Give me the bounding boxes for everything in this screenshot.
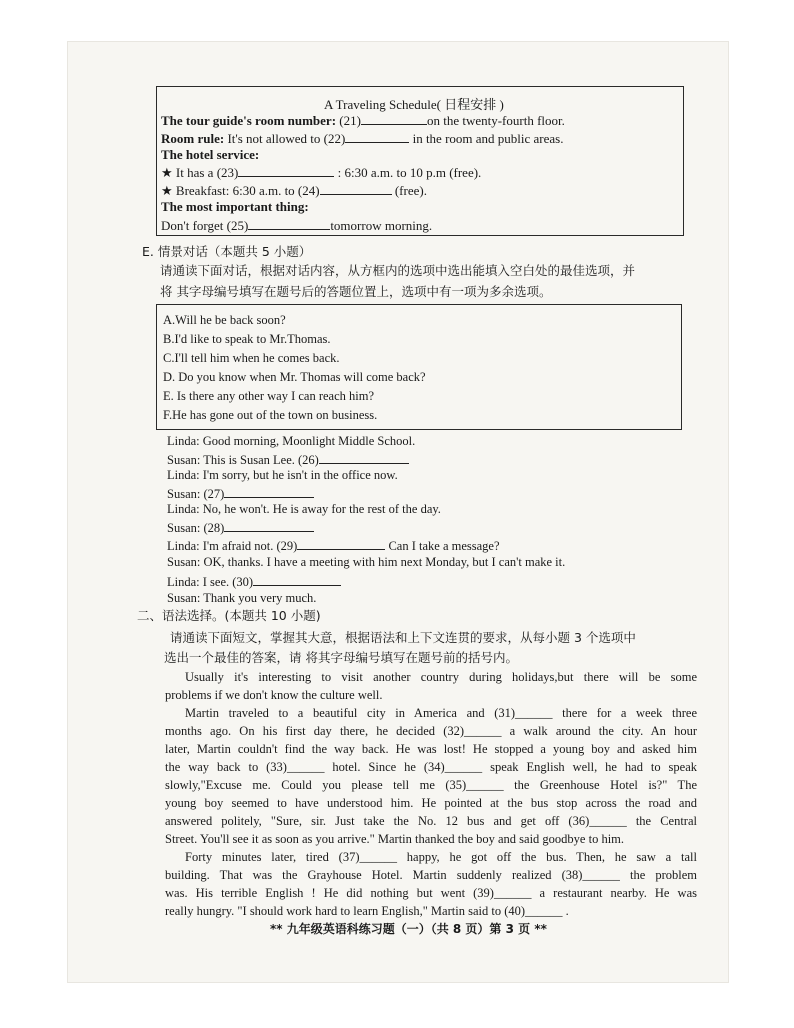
section-ii-heading: 二、语法选择。(本题共 10 小题): [137, 608, 321, 623]
option-b: B.I'd like to speak to Mr.Thomas.: [163, 332, 331, 346]
blank-23[interactable]: [238, 164, 334, 177]
section-ii-instruction-2: 选出一个最佳的答案，请 将其字母编号填写在题号前的括号内。: [164, 650, 518, 665]
dialogue-line-9: Linda: I see. (30): [167, 573, 341, 590]
section-ii-instruction-1: 请通读下面短文，掌握其大意，根据语法和上下文连贯的要求，从每小题 3 个选项中: [170, 630, 636, 645]
page-footer: ** 九年级英语科练习题（一）（共 8 页）第 3 页 **: [270, 922, 547, 936]
option-a: A.Will he be back soon?: [163, 313, 286, 327]
section-e-instruction-1: 请通读下面对话，根据对话内容，从方框内的选项中选出能填入空白处的最佳选项，并: [160, 263, 636, 278]
option-c: C.I'll tell him when he comes back.: [163, 351, 340, 365]
paragraph-2-line: Martin traveled to a beautiful city in America and (31)______ there for a week three: [185, 706, 697, 720]
blank-21[interactable]: [361, 112, 427, 125]
paragraph-3: [165, 848, 697, 920]
paragraph-1-line: problems if we don't know the culture well.: [165, 688, 383, 702]
paragraph-2-line: answered politely, "Sure, sir. Just take the No. 12 bus and get off (36)______ the Central: [165, 814, 697, 828]
paragraph-3-line: was. His terrible English ! He did nothing but went (39)______ a restaurant nearby. He was: [165, 886, 697, 900]
paragraph-1: [165, 668, 697, 704]
paragraph-3-line: really hungry. "I should work hard to learn English," Martin said to (40)______ .: [165, 904, 569, 918]
paragraph-3-line: building. That was the Grayhouse Hotel. Martin suddenly realized (38)______ the problem: [165, 868, 697, 882]
blank-29[interactable]: [297, 537, 385, 550]
paragraph-3-line: Forty minutes later, tired (37)______ happy, he got off the bus. Then, he saw a tall: [185, 850, 697, 864]
hotel-service-label: The hotel service:: [161, 147, 260, 162]
dialogue-line-2: Susan: This is Susan Lee. (26): [167, 451, 409, 468]
service-line-1: ★ It has a (23) : 6:30 a.m. to 10 p.m (free).: [161, 165, 482, 180]
option-d: D. Do you know when Mr. Thomas will come back?: [163, 370, 426, 384]
section-e-heading: E. 情景对话（本题共 5 小题）: [142, 244, 312, 259]
dialogue-line-1: Linda: Good morning, Moonlight Middle School.: [167, 434, 416, 448]
option-f: F.He has gone out of the town on business.: [163, 408, 378, 422]
important-label: The most important thing:: [161, 199, 309, 214]
section-e-instruction-2: 将 其字母编号填写在题号后的答题位置上，选项中有一项为多余选项。: [160, 284, 552, 299]
service-line-2: ★ Breakfast: 6:30 a.m. to (24) (free).: [161, 183, 427, 198]
paragraph-2-line: months ago. On his first day there, he decided (32)______ a walk around the city. An hour: [165, 724, 697, 738]
paragraph-2-line: later, Martin couldn't find the way back. He was lost! He stopped a young boy and asked him: [165, 742, 697, 756]
paragraph-2-line: Street. You'll see it as soon as you arrive." Martin thanked the boy and said goodbye to him.: [165, 832, 625, 846]
dialogue-line-6: Susan: (28): [167, 519, 314, 536]
blank-28[interactable]: [224, 519, 314, 532]
schedule-title: A Traveling Schedule( 日程安排 ): [324, 97, 504, 112]
blank-30[interactable]: [253, 573, 341, 586]
blank-27[interactable]: [224, 485, 314, 498]
dialogue-line-7: Linda: I'm afraid not. (29) Can I take a message?: [167, 539, 500, 553]
room-rule-line: Room rule: It's not allowed to (22) in the room and public areas.: [161, 131, 564, 146]
paragraph-2-line: young boy seemed to have understood him. He pointed at the bus stop across the road and: [165, 796, 697, 810]
blank-25[interactable]: [248, 217, 330, 230]
blank-26[interactable]: [319, 451, 409, 464]
dialogue-line-4: Susan: (27): [167, 485, 314, 502]
important-line: Don't forget (25) tomorrow morning.: [161, 218, 433, 233]
dialogue-line-3: Linda: I'm sorry, but he isn't in the office now.: [167, 468, 398, 482]
room-number-line: The tour guide's room number: (21) on the twenty-fourth floor.: [161, 113, 565, 128]
option-e: E. Is there any other way I can reach him?: [163, 389, 375, 403]
paragraph-1-line: Usually it's interesting to visit another country during holidays,but there will be some: [185, 670, 697, 684]
dialogue-line-10: Susan: Thank you very much.: [167, 591, 317, 605]
paragraph-2-line: slowly,"Excuse me. Could you please tell me (35)______ the Greenhouse Hotel is?" The: [165, 778, 697, 792]
blank-24[interactable]: [320, 182, 392, 195]
blank-22[interactable]: [345, 130, 409, 143]
paragraph-2: [165, 704, 697, 848]
paragraph-2-line: the way back to (33)______ hotel. Since he (34)______ speak English well, he had to speak: [165, 760, 697, 774]
dialogue-line-5: Linda: No, he won't. He is away for the rest of the day.: [167, 502, 441, 516]
dialogue-line-8: Susan: OK, thanks. I have a meeting with him next Monday, but I can't make it.: [167, 555, 566, 569]
